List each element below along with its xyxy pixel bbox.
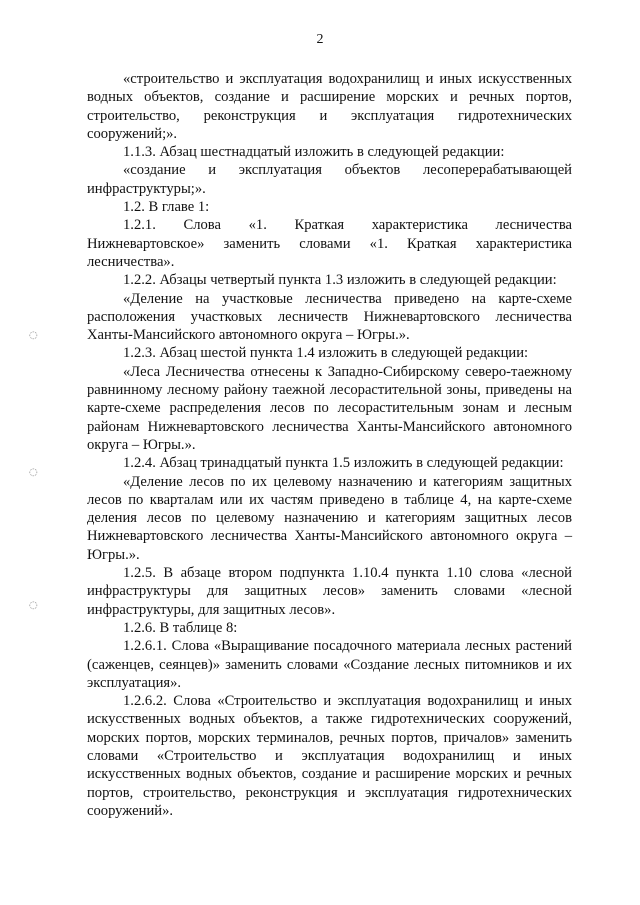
paragraph: 1.2.6. В таблице 8: — [123, 619, 238, 636]
paragraph: «Деление на участковые лесничества приведено на карте-схеме расположения участковых лесничеств Нижневартовского лесничества Ханты-Мансийского автономного округа – Югры.». — [87, 290, 572, 344]
paragraph: 1.2.1. Слова «1. Краткая характеристика лесничества Нижневартовское» заменить словами «1. Краткая характеристика лесничества». — [87, 217, 572, 270]
paragraph: 1.2.6.2. Слова «Строительство и эксплуатация водохранилищ и иных искусственных водных объектов, а также гидротехнических сооружений, морских портов, морских терминалов, речных портов, причалов» заменить словами «Строительство и эксплуатация водохранилищ и иных искусственных водных объектов, создание и расширение морских и речных портов, строительство, реконструкция и эксплуатация гидротехнических сооружений». — [87, 693, 572, 819]
paragraph: 1.2.4. Абзац тринадцатый пункта 1.5 изложить в следующей редакции: — [123, 455, 564, 472]
page-number: 2 — [316, 32, 324, 47]
paragraph: 1.1.3. Абзац шестнадцатый изложить в следующей редакции: — [123, 144, 505, 161]
paragraph: «Леса Лесничества отнесены к Западно-Сибирскому северо-таежному равнинному лесному району таежной лесорастительной зоны, приведены на карте-схеме распределения лесов по лесорастительным зонам и лесным районам Нижневартовского лесничества Ханты-Мансийского автономного округа – Югры.». — [87, 363, 572, 453]
punch-hole-mark: ◌ — [29, 467, 38, 478]
paragraph: 1.2.2. Абзацы четвертый пункта 1.3 изложить в следующей редакции: — [123, 272, 557, 289]
paragraph: «строительство и эксплуатация водохранилищ и иных искусственных водных объектов, создание и расширение морских и речных портов, строительство, реконструкция и эксплуатация гидротехнических сооружений;». — [87, 71, 572, 142]
punch-hole-mark: ◌ — [29, 330, 38, 341]
paragraph: 1.2.6.1. Слова «Выращивание посадочного материала лесных растений (саженцев, сеянцев)» заменить словами «Создание лесных питомников и их эксплуатация». — [87, 638, 572, 691]
paragraph: 1.2.5. В абзаце втором подпункта 1.10.4 пункта 1.10 слова «лесной инфраструктуры для защитных лесов» заменить словами «лесной инфраструктуры, для защитных лесов». — [87, 565, 572, 618]
punch-hole-mark: ◌ — [29, 600, 38, 611]
paragraph: 1.2.3. Абзац шестой пункта 1.4 изложить в следующей редакции: — [123, 345, 529, 362]
paragraph: «создание и эксплуатация объектов лесоперерабатывающей инфраструктуры;». — [87, 162, 572, 197]
document-body — [87, 70, 572, 820]
paragraph: 1.2. В главе 1: — [123, 199, 210, 216]
paragraph: «Деление лесов по их целевому назначению и категориям защитных лесов по кварталам или их частям приведено в таблице 4, на карте-схеме деления лесов по целевому назначению и категориям защитных лесов Нижневартовского лесничества Ханты-Мансийского автономного округа – Югры.». — [87, 473, 572, 563]
